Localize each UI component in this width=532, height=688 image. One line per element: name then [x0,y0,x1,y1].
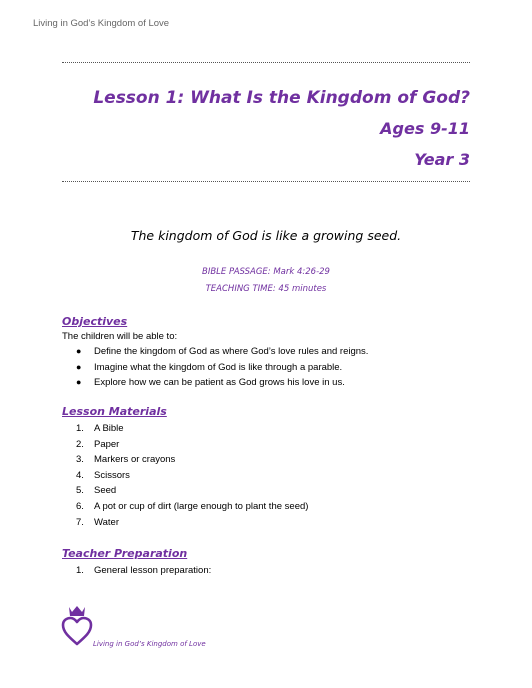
materials-list [62,421,308,530]
age-range: Ages 9-11 [380,119,470,138]
bullet-icon: ● [76,361,82,372]
preparation-heading: Teacher Preparation [62,547,188,560]
objectives-lead: The children will be able to: [62,331,178,342]
list-item: 6. A pot or cup of dirt (large enough to plant the seed) [76,500,309,512]
preparation-list [62,563,211,579]
list-item: ● Define the kingdom of God as where God’s love rules and reigns. [62,344,368,360]
teaching-time: TEACHING TIME: 45 minutes [205,284,327,294]
list-item: 3. Markers or crayons [76,454,176,466]
list-item: 1. A Bible [76,423,124,434]
bottom-divider [62,181,470,182]
list-item: ● Imagine what the kingdom of God is like through a parable. [62,360,368,376]
objectives-heading: Objectives [62,315,128,328]
top-divider [62,62,470,63]
footer-text: Living in God’s Kingdom of Love [93,640,206,648]
running-header: Living in God’s Kingdom of Love [33,18,170,29]
list-item: 4. Scissors [76,469,130,481]
intro-sentence: The kingdom of God is like a growing seed. [130,228,402,243]
list-item: 7. Water [76,516,119,528]
crown-heart-icon [60,604,94,650]
bullet-icon: ● [76,377,82,388]
materials-heading: Lesson Materials [62,405,167,418]
list-item: ● Explore how we can be patient as God grows his love in us. [62,375,368,391]
list-item: 5. Seed [76,485,117,497]
bullet-icon: ● [76,346,82,356]
lesson-title: Lesson 1: What Is the Kingdom of God? [93,88,470,108]
list-item: 1. General lesson preparation: [76,565,212,576]
bible-passage: BIBLE PASSAGE: Mark 4:26-29 [202,267,330,277]
year-label: Year 3 [414,150,470,169]
objectives-list [62,344,368,391]
list-item: 2. Paper [76,438,120,450]
